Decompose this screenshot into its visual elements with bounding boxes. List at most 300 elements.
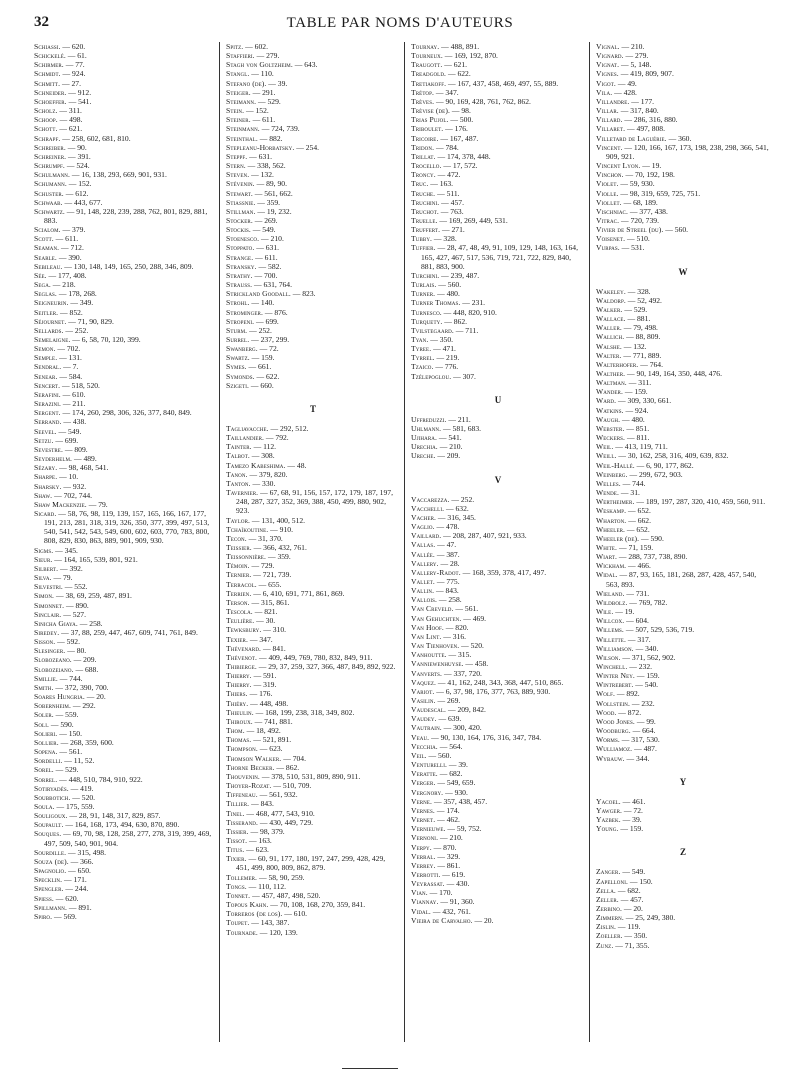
author-name: Trèvise (de). [411,106,450,116]
author-name: Triboulet. [411,124,444,134]
index-entry [596,895,770,904]
author-name: Schreiber. [34,142,66,152]
index-entry [411,143,585,152]
author-name: Weckers. [596,433,626,443]
index-entry [596,198,770,207]
page-refs: — 507, 529, 536, 719. [623,625,695,635]
page-refs: — 219. [434,353,460,363]
page-refs: — 79. [86,499,108,509]
index-entry [34,665,215,674]
author-name: Tamezo Kabeshima. [226,460,286,470]
index-entry [34,344,215,353]
index-entry [34,115,215,124]
page-refs: — 232. [627,662,653,671]
index-entry [226,763,400,772]
index-entry [34,317,215,326]
author-name: Vanverts. [411,668,443,678]
page-refs: — 438. [61,417,87,427]
page-refs: — 49. [615,78,637,88]
author-name: Sellards. [34,325,64,335]
author-name: Stoppato. [226,243,255,253]
page-refs: — 529. [622,304,648,314]
page-refs: — 549. [620,867,646,877]
index-entry [226,280,400,289]
author-name: Tzélepoglou. [411,371,452,381]
index-entry [226,289,400,298]
index-entry [226,362,400,371]
page-refs: — 7. [61,362,79,372]
page-refs: — 171. [62,875,87,885]
author-name: Silvestri. [34,582,63,592]
page-refs: — 208, 287, 407, 921, 933. [441,531,527,541]
index-entry [226,170,400,179]
page-refs: — 316, 345. [436,512,476,522]
author-name: Simonnet. [34,600,65,610]
index-entry [34,97,215,106]
index-entry [34,793,215,802]
page-refs: — 521, 891. [251,735,292,745]
page-refs: — 90. [65,142,87,152]
index-entry [411,442,585,451]
index-entry [34,903,215,912]
author-name: Searle. [34,252,57,262]
index-entry [596,625,770,634]
index-entry [226,470,400,479]
index-entry [411,586,585,595]
author-name: Viannay. [411,897,439,907]
page-refs: — 823. [290,289,316,299]
index-entry [34,784,215,793]
index-entry [226,516,400,525]
author-name: Weinberg. [596,469,628,479]
index-entry [226,479,400,488]
index-entry [226,799,400,808]
page-refs: — 924. [623,405,649,415]
index-entry [411,124,585,133]
index-entry [34,189,215,198]
index-entry [226,744,400,753]
author-name: Souligoux. [34,811,68,821]
page-refs: — 650. [66,866,91,876]
index-entry [34,234,215,243]
index-entry [596,931,770,940]
page-refs: — 623. [244,845,269,855]
index-entry [411,806,585,815]
index-entry [596,653,770,662]
author-name: Wende. [596,488,619,498]
index-entry [596,635,770,644]
author-name: Villar. [596,106,619,116]
page-refs: — 347. [247,634,273,644]
index-entry [596,406,770,415]
index-entry [34,500,215,509]
index-entry [34,756,215,765]
page-refs: — 457. [439,197,464,207]
author-name: Young. [596,824,619,834]
index-entry [226,900,400,909]
page-refs: — 30, 162, 258, 316, 409, 639, 832. [616,451,729,461]
index-entry [226,662,400,671]
index-entry [226,616,400,625]
page-refs: — 120, 166, 167, 173, 198, 238, 298, 366, 541, 909, 921. [606,142,769,161]
page-refs: — 159. [249,353,275,363]
page-refs: — 344. [624,753,650,763]
index-entry [411,362,585,371]
page-refs: — 721, 739. [251,570,292,580]
page-refs: — 175, 559. [54,801,95,811]
page-refs: — 861. [435,860,461,870]
page-refs: — 700. [252,270,278,280]
author-name: Truche. [411,188,436,198]
author-name: Schuster. [34,188,64,198]
index-entry [596,516,770,525]
page-refs: — 357, 438, 457. [432,796,488,806]
index-entry [226,298,400,307]
author-name: Semple. [34,353,58,363]
page-refs: — 611. [253,252,278,262]
page-refs: — 292. [70,701,96,711]
index-entry [411,733,585,742]
index-entry [596,305,770,314]
index-entry [34,692,215,701]
index-entry [596,332,770,341]
index-entry [596,106,770,115]
index-entry [411,833,585,842]
index-entry [226,424,400,433]
author-name: Wood Jones. [596,716,635,726]
page-refs: — 292, 512. [268,423,309,433]
page-refs: — 77. [63,60,85,70]
index-entry [226,561,400,570]
author-name: Tissier. [226,826,249,836]
author-name: Tissot. [226,835,248,845]
page-refs: — 152. [66,179,92,189]
author-name: Truchot. [411,206,439,216]
index-entry [34,637,215,646]
page-refs: — 143, 387. [249,918,290,928]
author-name: Steimann. [226,96,257,106]
page-refs: — 457, 487, 498, 520. [250,890,321,900]
index-entry [226,344,400,353]
author-name: Vacchelli. [411,503,445,513]
section-letter: V [494,474,502,485]
page-refs: — 28. [438,558,460,568]
author-name: Tainter. [226,442,252,452]
index-entry [411,353,585,362]
author-name: Steppf. [226,151,248,161]
index-entry [411,788,585,797]
index-entry [411,815,585,824]
page-refs: — 329. [435,851,461,861]
index-entry [411,632,585,641]
author-name: Villaret. [596,124,626,134]
author-name: Spiess. [34,893,54,903]
index-entry [34,88,215,97]
index-entry [226,680,400,689]
page-refs: — 632. [444,503,469,513]
page-refs: — 150. [627,876,653,886]
author-name: Vigot. [596,78,616,88]
index-entry [226,873,400,882]
index-entry [226,335,400,344]
index-entry [34,243,215,252]
index-entry [411,179,585,188]
page-refs: — 11, 52. [62,756,95,766]
index-entry [596,143,770,161]
index-entry [34,161,215,170]
index-entry [226,451,400,460]
index-entry [226,882,400,891]
index-entry [596,124,770,133]
page-refs: — 91, 148, 228, 239, 288, 762, 801, 829, 881, 883. [44,206,208,225]
author-name: Venturelli. [411,760,447,770]
page-refs: — 724, 739. [259,124,300,134]
index-entry [596,708,770,717]
page-refs: — 560. [663,225,689,235]
author-name: Vila. [596,87,613,97]
page-refs: — 59, 752. [445,824,482,834]
index-entry [34,482,215,491]
index-entry [34,79,215,88]
index-entry [596,754,770,763]
index-entry [34,884,215,893]
index-entry [596,904,770,913]
page-refs: — 307. [451,371,476,381]
index-entry [411,415,585,424]
author-name: Scott. [34,234,54,244]
page-refs: — 360. [666,133,692,143]
index-entry [596,497,770,506]
page-refs: — 430, 449, 729. [258,817,314,827]
page-refs: — 682. [437,769,463,779]
index-entry [596,234,770,243]
index-entry [596,296,770,305]
index-entry [411,216,585,225]
index-entry [411,69,585,78]
author-name: Vivier de Streel (du). [596,225,664,235]
page-refs: — 316. [441,631,467,641]
index-entry [34,207,215,225]
index-entry [596,170,770,179]
page-refs: — 279. [623,51,649,61]
author-name: Van Tienhoven. [411,641,460,651]
author-name: Walther. [596,369,626,378]
index-entry [596,726,770,735]
page-refs: — 520. [459,641,484,651]
author-name: Verrotti. [411,869,441,879]
page-refs: — 132. [249,170,274,180]
index-entry [411,568,585,577]
index-entry [34,179,215,188]
author-name: Soula. [34,801,55,811]
page-refs: — 379. [60,225,86,235]
index-entry [226,381,400,390]
page-refs: — 90, 130, 164, 176, 316, 347, 784. [429,732,542,742]
author-name: Trillat. [411,151,436,161]
author-name: Wolf. [596,689,616,699]
index-entry [226,262,400,271]
page-refs: — 319. [251,680,277,690]
index-entry [34,280,215,289]
author-name: Talbot. [226,451,250,461]
index-entry [34,253,215,262]
page-refs: — 611. [250,115,276,125]
index-entry [34,399,215,408]
author-name: Surrel. [226,335,250,344]
page-refs: — 232. [629,698,655,708]
index-entry [226,271,400,280]
author-name: Specklin. [34,875,63,885]
author-name: Thierry. [226,671,252,681]
index-entry [34,546,215,555]
author-name: Sencert. [34,380,61,390]
author-name: Szigeti. [226,380,250,390]
index-entry [34,335,215,344]
index-entry [226,534,400,543]
author-name: Vignard. [596,51,624,61]
index-entry [411,289,585,298]
page-refs: — 167, 487. [438,133,479,143]
author-name: Vallery-Radot. [411,567,461,577]
author-name: Troncy. [411,170,436,180]
index-entry [226,161,400,170]
page-refs: — 569. [52,911,77,921]
page-refs: — 210. [437,442,463,452]
index-entry [226,625,400,634]
author-name: Van Lint. [411,631,442,641]
page-refs: — 769, 782. [627,597,668,607]
index-entry [596,97,770,106]
author-name: Souques. [34,829,62,839]
author-name: Seigneurin. [34,298,69,308]
page-refs: — 518, 520. [60,380,100,390]
author-name: Seyderhelm. [34,454,73,464]
author-name: Wybauw. [596,753,625,763]
index-entry [34,51,215,60]
page-refs: — 413, 119, 711. [613,442,668,452]
author-name: Villard. [596,115,623,125]
author-name: Serrand. [34,417,62,427]
author-name: Wander. [596,387,623,397]
author-name: Tagliavacche. [226,423,269,433]
page-refs: — 432, 761. [430,906,471,916]
page-refs: — 610. [282,909,308,919]
page-refs: — 80. [65,646,87,656]
page-refs: — 252. [247,325,272,335]
section-letter: T [309,403,316,414]
author-name: Wickham. [596,561,627,571]
page-refs: — 510. [625,234,650,244]
page-refs: — 541. [436,433,462,443]
index-entry [596,60,770,69]
page-refs: — 150. [57,728,82,738]
page-refs: — 31. [619,488,640,498]
page-refs: — 159. [623,387,648,397]
author-name: Tyree. [411,344,432,354]
page-refs: — 469. [461,613,487,623]
author-name: Swanberg. [226,344,258,354]
index-entry [411,696,585,705]
page-refs: — 561. [453,604,479,614]
index-entry [226,772,400,781]
page-refs: — 168, 359, 378, 417, 497. [460,567,547,577]
index-entry [34,445,215,454]
page-refs: — 67, 68, 91, 156, 157, 172, 179, 187, 197, 248, 287, 327, 352, 369, 388, 450, 499, 880, 902, 923. [236,488,393,516]
index-entry [34,591,215,600]
author-name: Trias Pujol. [411,115,449,125]
page-refs: — 498. [57,115,83,125]
index-entry [34,875,215,884]
author-name: Siredey. [34,628,60,637]
index-entry [34,454,215,463]
index-entry [596,644,770,653]
page-refs: — 315, 498. [66,847,106,857]
index-entry [596,216,770,225]
author-name: Vernet. [411,815,436,825]
author-name: Ujihara. [411,433,437,443]
page-refs: — 37, 88, 259, 447, 467, 609, 741, 761, 849. [59,628,198,637]
author-name: Tzaico. [411,362,434,372]
index-column-2 [219,42,404,1042]
author-name: Truffert. [411,225,441,235]
author-name: Steinmann. [226,124,260,134]
page-refs: — 582. [256,261,282,271]
page-refs: — 602. [243,42,268,51]
page-refs: — 500. [448,115,474,125]
index-entry [34,601,215,610]
author-name: Scholz. [34,106,58,116]
page-refs: — 19. [613,607,635,617]
author-name: Stewart. [226,188,253,198]
author-name: Spiro. [34,911,53,921]
page-refs: — 559. [53,710,79,720]
page-refs: — 584. [57,371,83,381]
page-refs: — 87, 93, 165, 181, 268, 287, 428, 457, 540, 563, 893. [606,570,757,589]
author-name: Williamson. [596,643,634,653]
author-name: Ureche. [411,451,436,461]
author-name: Stillman. [226,206,256,216]
author-name: Wilson. [596,652,621,662]
page-refs: — 68, 189. [621,197,658,207]
page-refs: — 561, 932. [257,790,298,800]
author-name: Zunz. [596,940,614,950]
index-entry [226,854,400,872]
index-entry [226,818,400,827]
page-number: 32 [34,14,49,30]
index-entry [596,561,770,570]
author-name: Zoeller. [596,931,623,941]
author-name: Spengler. [34,884,64,894]
author-name: Tiffeneau. [226,790,258,800]
index-entry [226,106,400,115]
author-name: Thorne Becker. [226,762,275,772]
index-entry [596,941,770,950]
page-refs: — 19. [640,161,662,171]
author-name: Texier. [226,634,248,644]
author-name: Vallée. [411,549,435,559]
index-entry [34,802,215,811]
author-name: Vignat. [596,60,620,70]
author-name: Thiroux. [226,716,253,726]
page-refs: — 132. [621,341,647,351]
index-entry [226,781,400,790]
page-refs: — 119. [616,922,641,932]
index-entry [411,51,585,60]
index-entry [596,396,770,405]
author-name: Témoin. [226,561,250,571]
page-refs: — 930. [443,787,468,797]
author-name: Vaglio. [411,522,435,532]
